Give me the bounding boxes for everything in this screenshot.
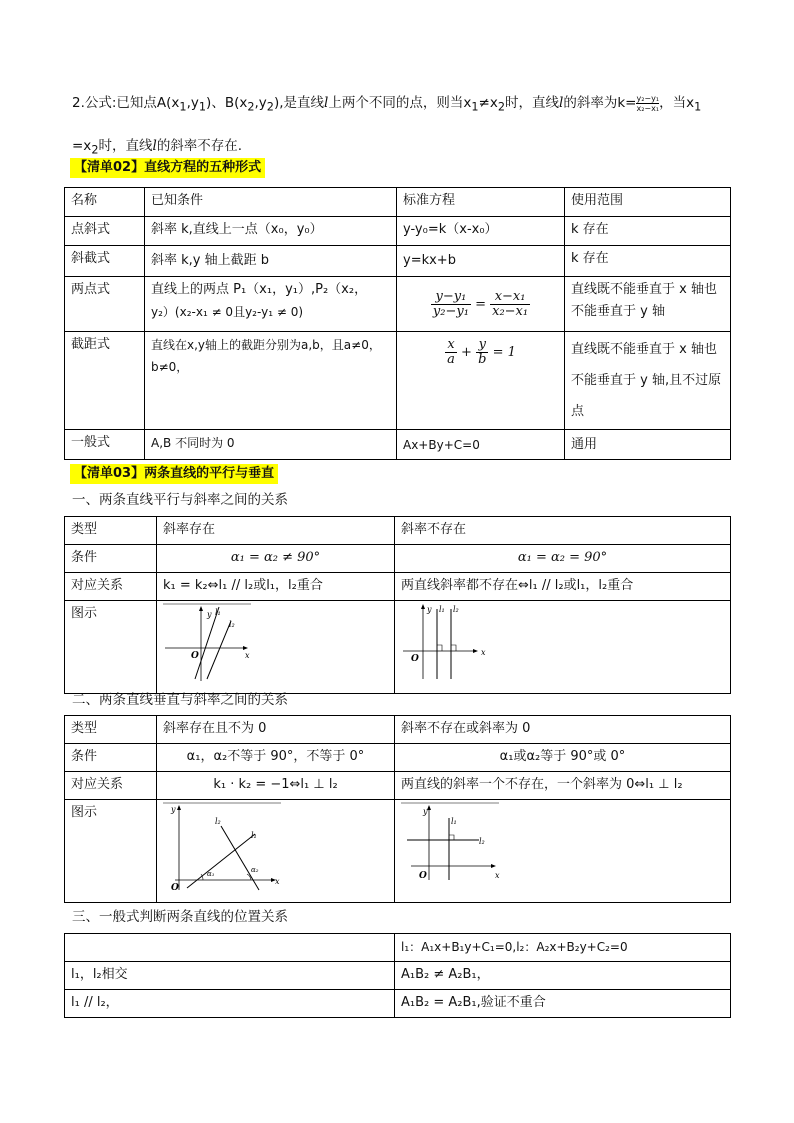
cell: α₁ = α₂ = 90° (395, 545, 731, 573)
table-row (65, 934, 731, 962)
numerator: x (445, 338, 457, 353)
cell: 条件 (65, 545, 157, 573)
text: l (324, 95, 329, 111)
figure-cell (157, 800, 395, 903)
text: l (152, 137, 157, 154)
cell: Ax+By+C=0 (397, 430, 565, 460)
table-row (65, 217, 731, 246)
origin-label: O (191, 651, 199, 661)
text: =x (72, 137, 92, 154)
text: 时，直线 (505, 95, 560, 111)
text: 时，直线 (98, 137, 153, 154)
table-row (65, 601, 731, 694)
cell: 对应关系 (65, 573, 157, 601)
header-cell: 使用范围 (565, 188, 731, 217)
text: = (475, 296, 486, 312)
cell: A,B 不同时为 0 (145, 430, 397, 460)
cell: 截距式 (65, 332, 145, 430)
denominator: a (447, 352, 455, 367)
sub: 2 (247, 100, 255, 114)
table-row (65, 990, 731, 1018)
cell: 两直线的斜率一个不存在，一个斜率为 0⇔l₁ ⊥ l₂ (395, 772, 731, 800)
table-row (65, 332, 731, 430)
alpha1-label: α₁ (207, 870, 215, 878)
cell: 直线既不能垂直于 x 轴也不能垂直于 y 轴,且不过原点 (565, 332, 731, 430)
cell: α₁或α₂等于 90°或 0° (395, 744, 731, 772)
axis-perpendicular-figure (401, 802, 501, 882)
table-row (65, 744, 731, 772)
cell: y-y₀=k（x-x₀） (397, 217, 565, 246)
text: y₂）(x₂-x₁ ≠ 0且y₂-y₁ ≠ 0) (151, 305, 304, 319)
x-label: x (245, 651, 250, 660)
cell: 条件 (65, 744, 157, 772)
l2-label: l₂ (215, 817, 221, 826)
vertical-parallel-lines-figure (401, 603, 491, 683)
y-label: y (427, 605, 432, 614)
cell: l₁：A₁x+B₁y+C₁=0,l₂：A₂x+B₂y+C₂=0 (395, 934, 731, 962)
table-row (65, 573, 731, 601)
text: 的斜率不存在. (156, 137, 243, 154)
fraction (490, 290, 530, 319)
sub: 1 (198, 100, 207, 114)
slope-formula-paragraph (72, 84, 732, 169)
cell: k 存在 (565, 217, 731, 246)
x-label: x (481, 648, 486, 657)
fraction (476, 338, 488, 367)
denominator: x₂−x₁ (492, 303, 529, 319)
table-row (65, 430, 731, 460)
numerator: y−y₁ (431, 290, 471, 305)
cell: 一般式 (65, 430, 145, 460)
fraction (431, 290, 471, 319)
l1-label: l₁ (215, 608, 221, 617)
y-label: y (423, 807, 428, 816)
table-row (65, 277, 731, 332)
cell: 两直线斜率都不存在⇔l₁ // l₂或l₁，l₂重合 (395, 573, 731, 601)
sub: 2 (497, 100, 506, 114)
cell (145, 277, 397, 332)
cell: 两点式 (65, 277, 145, 332)
table-row (65, 188, 731, 217)
sub: 2 (91, 143, 99, 157)
text: ≠x (478, 95, 498, 111)
text: 的斜率为k= (563, 95, 637, 111)
cell: 直线既不能垂直于 x 轴也不能垂直于 y 轴 (565, 277, 731, 332)
cell: l₁，l₂相交 (65, 962, 395, 990)
cell: A₁B₂ = A₂B₁,验证不重合 (395, 990, 731, 1018)
cell: k₁ = k₂⇔l₁ // l₂或l₁，l₂重合 (157, 573, 395, 601)
cell: 直线在x,y轴上的截距分别为a,b，且a≠0，b≠0， (145, 332, 397, 430)
origin-label: O (171, 883, 179, 892)
cell: k₁ · k₂ = −1⇔l₁ ⊥ l₂ (157, 772, 395, 800)
cell: 斜率 k,y 轴上截距 b (145, 246, 397, 277)
table-row (65, 962, 731, 990)
table-row (65, 545, 731, 573)
header-cell: 名称 (65, 188, 145, 217)
text: )、B(x (206, 95, 248, 111)
l1-label: l₁ (451, 817, 457, 826)
figure-cell (395, 800, 731, 903)
parallel-table (64, 516, 731, 694)
header-cell: 类型 (65, 716, 157, 744)
numerator: x−x₁ (490, 290, 530, 305)
numerator: y (476, 338, 488, 353)
sub: 1 (694, 100, 702, 114)
l2-label: l₂ (453, 605, 459, 614)
section-tag-02: 【清单02】直线方程的五种形式 (70, 158, 265, 178)
text: ,y (254, 95, 267, 111)
general-form-table (64, 933, 731, 1018)
header-cell: 斜率存在 (157, 517, 395, 545)
sub: 1 (179, 100, 187, 114)
l2-label: l₂ (479, 837, 485, 846)
header-cell: 标准方程 (397, 188, 565, 217)
origin-label: O (411, 654, 419, 664)
subheading-perpendicular: 二、两条直线垂直与斜率之间的关系 (72, 692, 288, 708)
table-row (65, 800, 731, 903)
cell: α₁ = α₂ ≠ 90° (157, 545, 395, 573)
table-row (65, 772, 731, 800)
cell (65, 934, 395, 962)
text: 直线上的两点 P₁（x₁，y₁）,P₂（x₂， (151, 282, 368, 297)
sub: 1 (471, 100, 479, 114)
slope-fraction (636, 94, 659, 113)
cell: 斜率 k,直线上一点（x₀，y₀） (145, 217, 397, 246)
l1-label: l₁ (251, 831, 257, 840)
figure-cell (395, 601, 731, 694)
text: ,y (186, 95, 199, 111)
parallel-lines-figure (163, 603, 253, 683)
x-label: x (495, 871, 500, 880)
denominator: x₂−x₁ (636, 103, 660, 113)
alpha2-label: α₂ (251, 866, 259, 874)
text: ，当x (659, 95, 695, 111)
table-row (65, 246, 731, 277)
header-cell: 斜率不存在或斜率为 0 (395, 716, 731, 744)
subheading-parallel: 一、两条直线平行与斜率之间的关系 (72, 492, 288, 508)
text: = 1 (492, 345, 516, 360)
header-cell: 已知条件 (145, 188, 397, 217)
denominator: y₂−y₁ (432, 303, 469, 319)
cell: y=kx+b (397, 246, 565, 277)
cell: l₁ // l₂， (65, 990, 395, 1018)
l2-label: l₂ (229, 620, 235, 629)
line-equation-forms-table (64, 187, 731, 460)
header-cell: 斜率不存在 (395, 517, 731, 545)
denominator: b (478, 352, 487, 367)
text: 2.公式:已知点A(x (72, 95, 180, 111)
cell: 点斜式 (65, 217, 145, 246)
x-label: x (275, 877, 280, 886)
cell: 斜截式 (65, 246, 145, 277)
table-row (65, 517, 731, 545)
perpendicular-table (64, 715, 731, 903)
header-cell: 类型 (65, 517, 157, 545)
numerator: y₂−y₁ (636, 93, 660, 103)
sub: 2 (266, 100, 274, 114)
cell: α₁，α₂不等于 90°，不等于 0° (157, 744, 395, 772)
cell: 通用 (565, 430, 731, 460)
section-tag-03: 【清单03】两条直线的平行与垂直 (70, 464, 278, 484)
cell: 图示 (65, 601, 157, 694)
y-label: y (207, 610, 212, 619)
text: + (461, 345, 472, 360)
text: l (559, 95, 564, 111)
cell: 图示 (65, 800, 157, 903)
fraction (445, 338, 457, 367)
cell: 对应关系 (65, 772, 157, 800)
two-point-formula (397, 277, 565, 332)
cell: k 存在 (565, 246, 731, 277)
table-row (65, 716, 731, 744)
text: ),是直线 (273, 95, 325, 111)
text: 上两个不同的点，则当x (328, 95, 472, 111)
cell: A₁B₂ ≠ A₂B₁， (395, 962, 731, 990)
header-cell: 斜率存在且不为 0 (157, 716, 395, 744)
l1-label: l₁ (439, 605, 445, 614)
subheading-general-form: 三、一般式判断两条直线的位置关系 (72, 909, 288, 925)
origin-label: O (419, 871, 427, 881)
perpendicular-lines-figure (163, 802, 283, 892)
figure-cell (157, 601, 395, 694)
intercept-formula (397, 332, 565, 430)
y-label: y (171, 805, 176, 814)
